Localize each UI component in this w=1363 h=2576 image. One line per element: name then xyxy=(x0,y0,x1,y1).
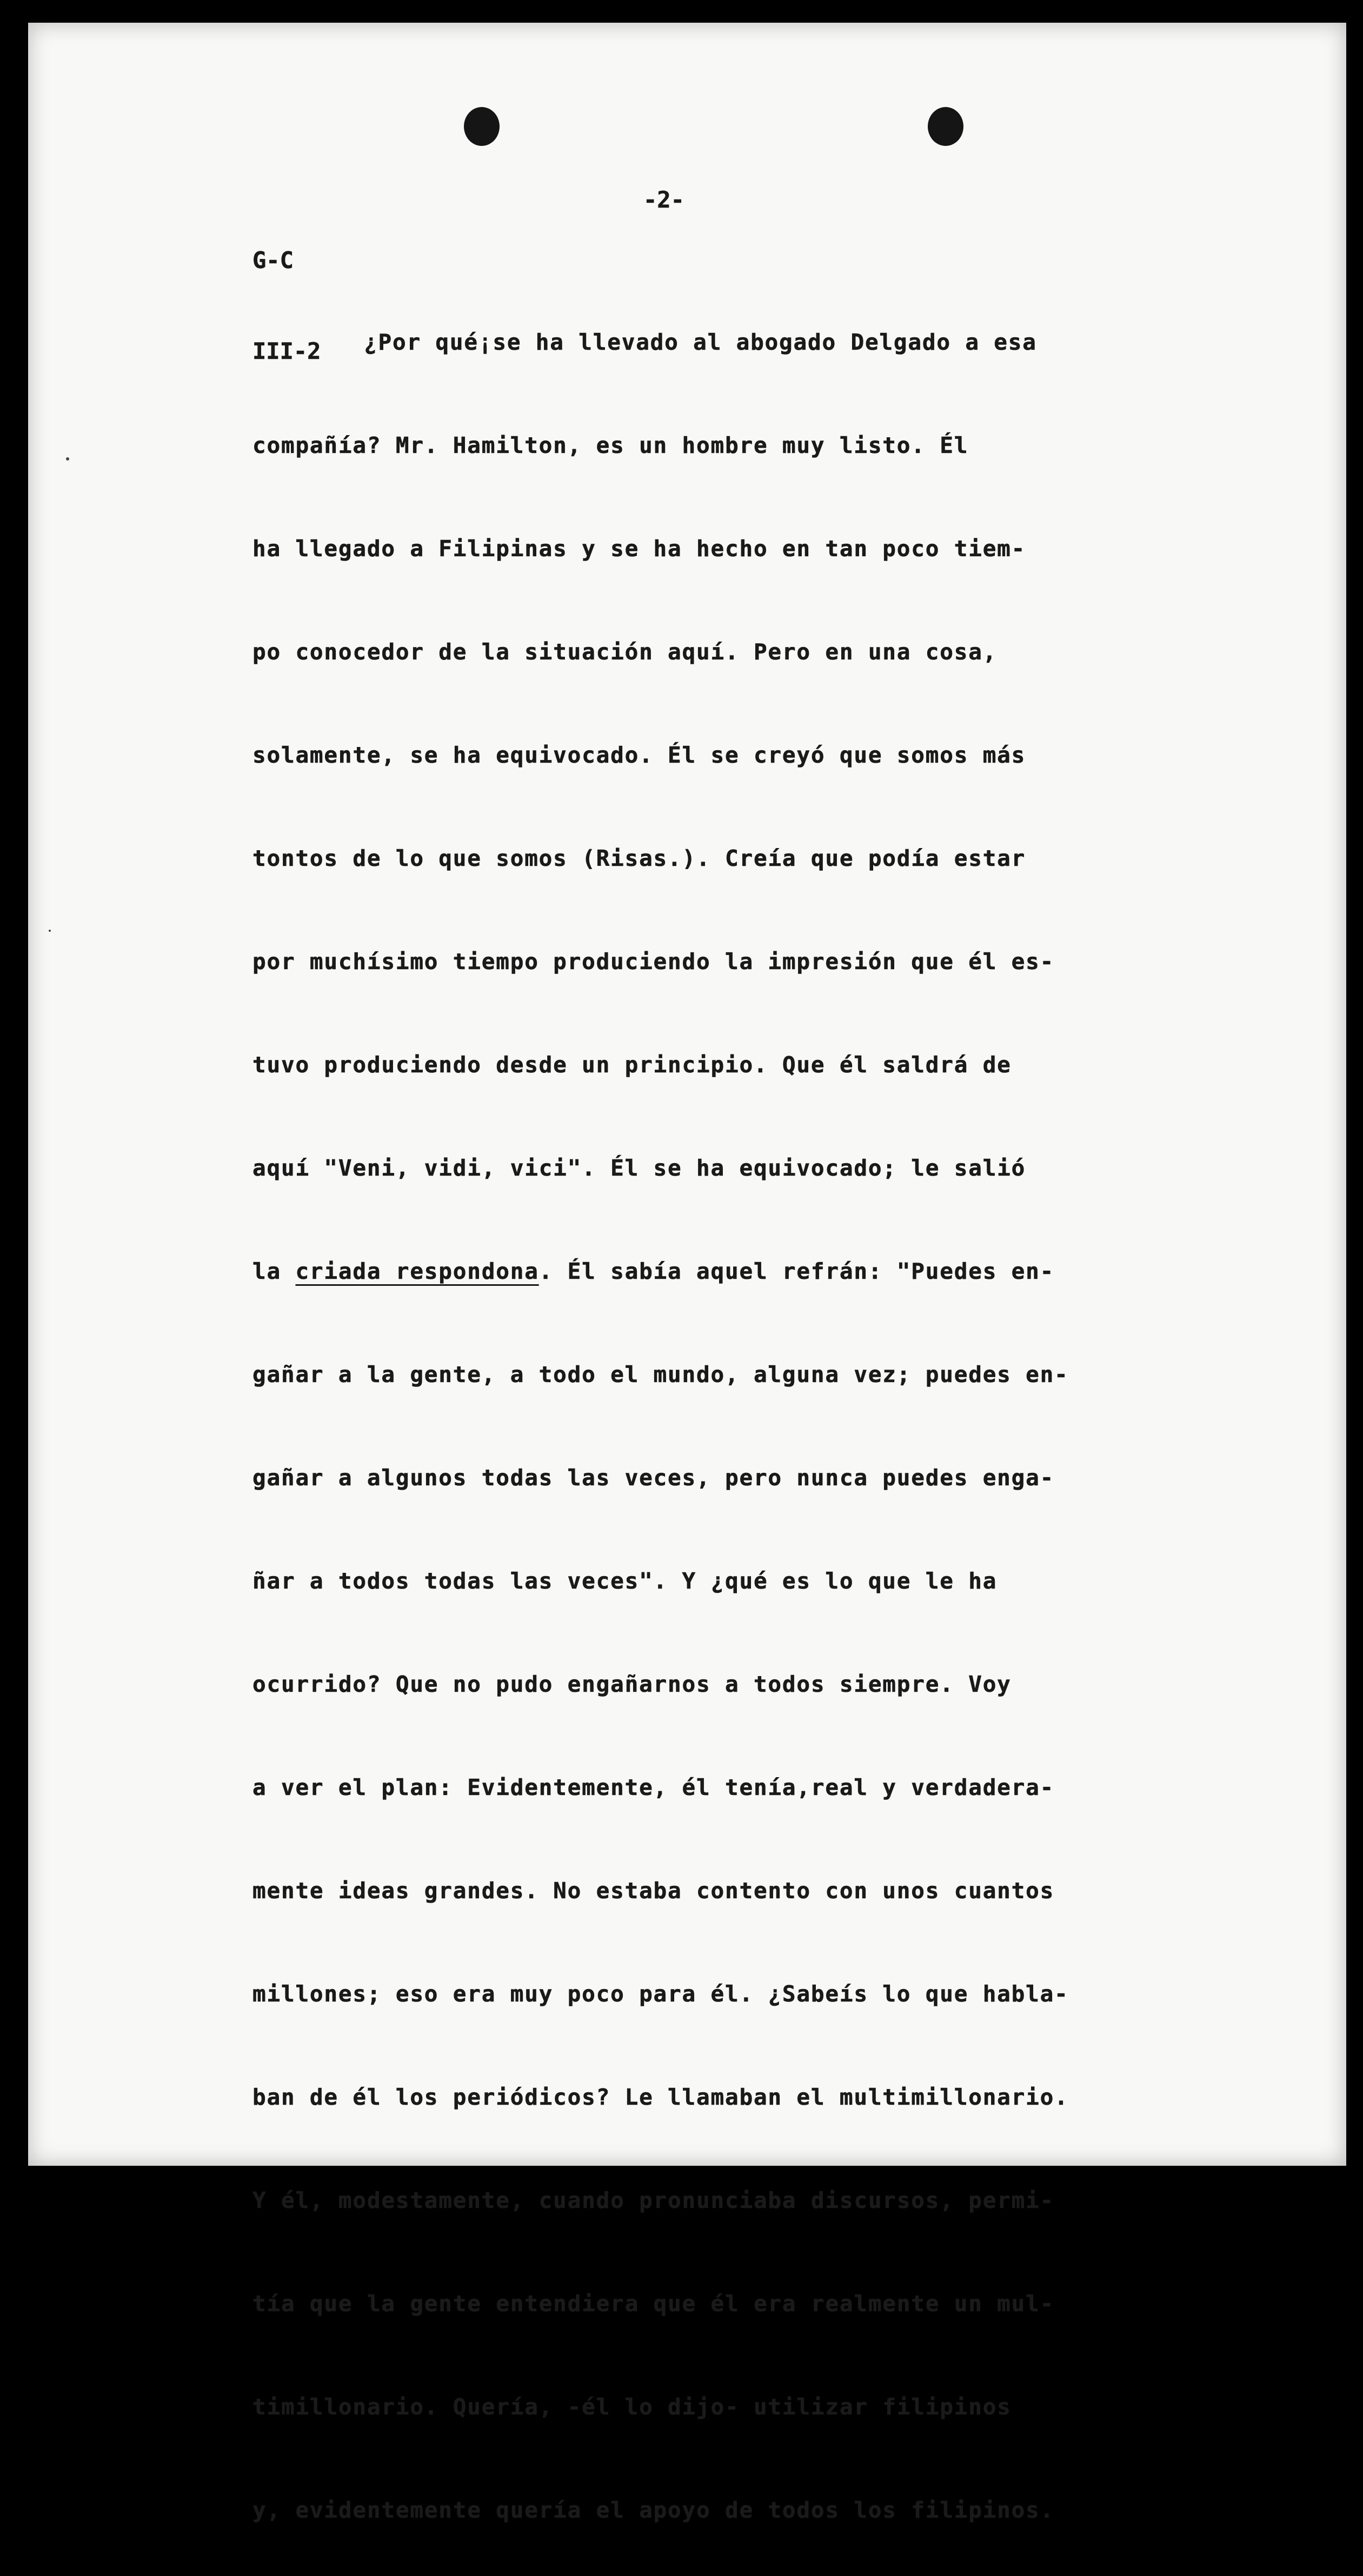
page-number: -2- xyxy=(643,186,684,213)
text-segment: la xyxy=(252,1258,296,1284)
scan-speck xyxy=(66,457,69,461)
text-line xyxy=(252,1244,1269,1327)
text-line: tuvo produciendo desde un principio. Que él saldrá de xyxy=(252,1052,1012,1078)
text-line: ha llegado a Filipinas y se ha hecho en tan poco tiem- xyxy=(252,536,1026,562)
text-line: solamente, se ha equivocado. Él se creyó que somos más xyxy=(252,742,1026,768)
text-line: ocurrido? Que no pudo engañarnos a todos siempre. Voy xyxy=(252,1671,1012,1697)
text-line: gañar a la gente, a todo el mundo, alguna vez; puedes en- xyxy=(252,1362,1069,1387)
text-line: ñar a todos todas las veces". Y ¿qué es lo que le ha xyxy=(252,1568,998,1594)
text-line: compañía? Mr. Hamilton, es un hombre muy listo. Él xyxy=(252,432,969,458)
text-line: por muchísimo tiempo produciendo la impresión que él es- xyxy=(252,949,1055,975)
text-line: timillonario. Quería, -él lo dijo- utilizar filipinos xyxy=(252,2394,1012,2420)
text-line: po conocedor de la situación aquí. Pero en una cosa, xyxy=(252,639,998,665)
text-line: y, evidentemente quería el apoyo de todos los filipinos. xyxy=(252,2497,1055,2523)
text-line: aquí "Veni, vidi, vici". Él se ha equivocado; le salió xyxy=(252,1155,1026,1181)
text-line: mente ideas grandes. No estaba contento con unos cuantos xyxy=(252,1878,1055,1904)
punch-hole-right xyxy=(928,107,963,146)
text-line: Y él, modestamente, cuando pronunciaba discursos, permi- xyxy=(252,2187,1055,2213)
underlined-phrase: criada respondona xyxy=(295,1258,539,1284)
text-line: ¿Por qué¡se ha llevado al abogado Delgado a esa xyxy=(364,329,1037,355)
text-line: ban de él los periódicos? Le llamaban el multimillonario. xyxy=(252,2084,1069,2110)
punch-hole-left xyxy=(464,107,500,146)
typed-body-text xyxy=(252,295,1269,2576)
document-code-line-2: III-2 xyxy=(252,338,321,364)
document-code-line-1: G-C xyxy=(252,247,294,273)
scan-speck xyxy=(49,930,51,932)
text-segment: . Él sabía aquel refrán: "Puedes en- xyxy=(538,1258,1055,1284)
text-line: gañar a algunos todas las veces, pero nunca puedes enga- xyxy=(252,1465,1055,1491)
text-line: tontos de lo que somos (Risas.). Creía que podía estar xyxy=(252,845,1026,871)
text-line: a ver el plan: Evidentemente, él tenía,real y verdadera- xyxy=(252,1774,1055,1800)
text-line: millones; eso era muy poco para él. ¿Sabeís lo que habla- xyxy=(252,1981,1069,2007)
text-line: tía que la gente entendiera que él era realmente un mul- xyxy=(252,2291,1055,2317)
